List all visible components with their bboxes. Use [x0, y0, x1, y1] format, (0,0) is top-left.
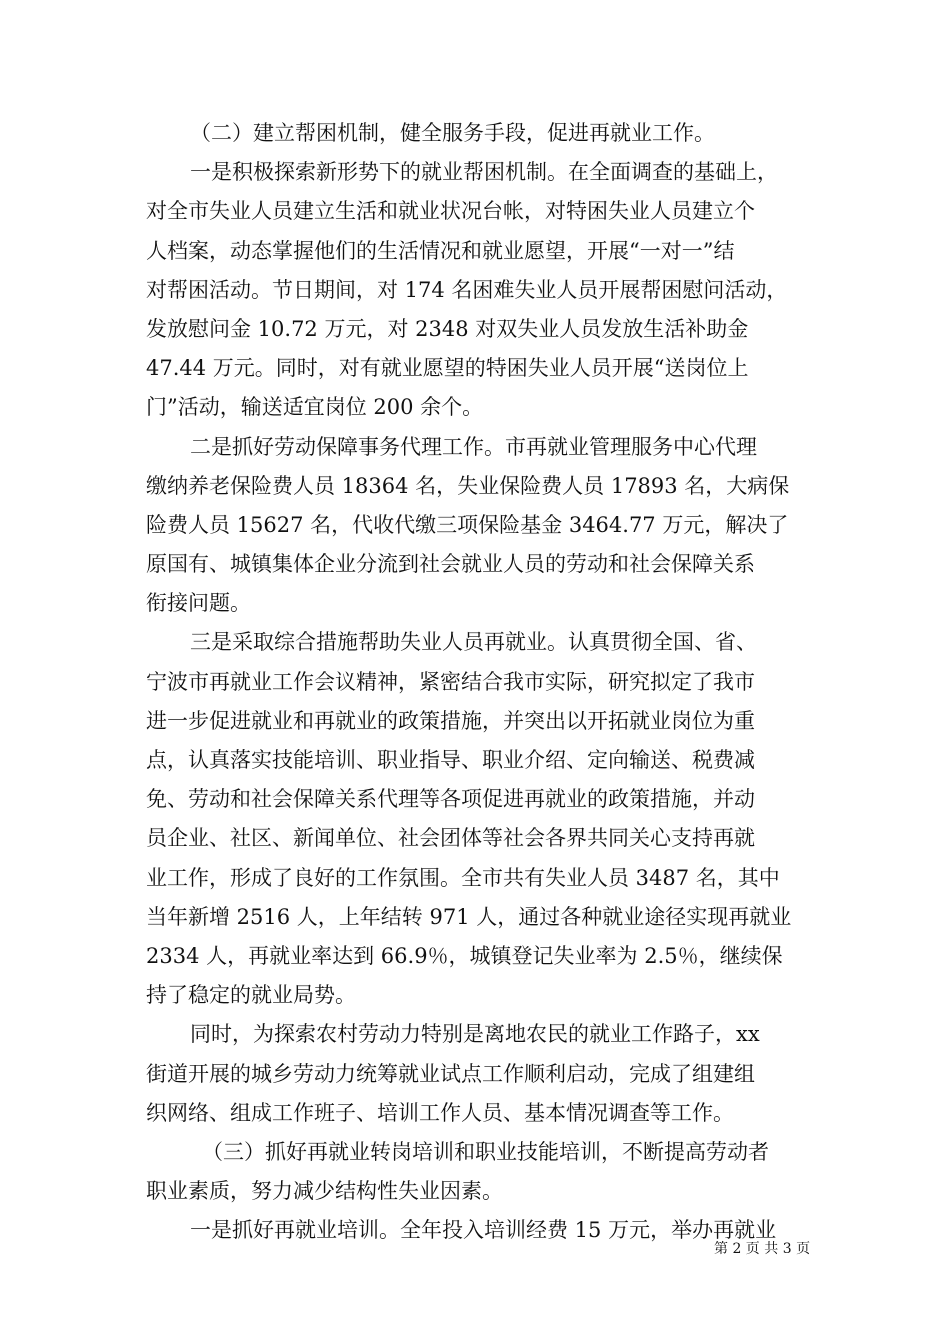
paragraph-line: 织网络、组成工作班子、培训工作人员、基本情况调查等工作。 [146, 1100, 734, 1125]
paragraph-line: 发放慰问金 10.72 万元，对 2348 对双失业人员发放生活补助金 [146, 316, 749, 341]
paragraph-line: 宁波市再就业工作会议精神，紧密结合我市实际，研究拟定了我市 [146, 669, 755, 694]
paragraph-line: 免、劳动和社会保障关系代理等各项促进再就业的政策措施，并动 [146, 787, 755, 812]
paragraph-line: 2334 人，再就业率达到 66.9％，城镇登记失业率为 2.5％，继续保 [146, 943, 783, 968]
paragraph-line: 点，认真落实技能培训、职业指导、职业介绍、定向输送、税费减 [146, 748, 755, 772]
page-number-footer: 第 2 页 共 3 页 [714, 1241, 811, 1257]
paragraph-line: 衔接问题。 [146, 591, 251, 616]
paragraph-line: 街道开展的城乡劳动力统筹就业试点工作顺利启动，完成了组建组 [146, 1061, 755, 1086]
paragraph-line: 进一步促进就业和再就业的政策措施，并突出以开拓就业岗位为重 [146, 708, 755, 733]
section-heading-2: （二）建立帮困机制，健全服务手段，促进再就业工作。 [190, 121, 715, 145]
paragraph-line: 原国有、城镇集体企业分流到社会就业人员的劳动和社会保障关系 [146, 552, 755, 577]
paragraph-line: 员企业、社区、新闻单位、社会团体等社会各界共同关心支持再就 [146, 826, 755, 851]
paragraph-line: 二是抓好劳动保障事务代理工作。市再就业管理服务中心代理 [190, 434, 757, 459]
paragraph-line: 当年新增 2516 人，上年结转 971 人，通过各种就业途径实现再就业 [146, 904, 792, 929]
paragraph-line: 一是积极探索新形势下的就业帮困机制。在全面调查的基础上， [190, 160, 778, 185]
paragraph-line: 职业素质，努力减少结构性失业因素。 [146, 1179, 503, 1204]
document-body [146, 114, 826, 1250]
paragraph-line: 一是抓好再就业培训。全年投入培训经费 15 万元，举办再就业 [190, 1218, 777, 1243]
paragraph-line: 三是采取综合措施帮助失业人员再就业。认真贯彻全国、省、 [190, 630, 757, 655]
paragraph-line: 缴纳养老保险费人员 18364 名，失业保险费人员 17893 名，大病保 [146, 473, 790, 498]
paragraph-line: 对帮困活动。节日期间，对 174 名困难失业人员开展帮困慰问活动， [146, 277, 788, 302]
paragraph-line: 业工作，形成了良好的工作氛围。全市共有失业人员 3487 名，其中 [146, 865, 780, 890]
paragraph-line: 险费人员 15627 名，代收代缴三项保险基金 3464.77 万元，解决了 [146, 512, 789, 537]
section-heading-3: （三）抓好再就业转岗培训和职业技能培训，不断提高劳动者 [202, 1139, 769, 1164]
paragraph-line: 同时，为探索农村劳动力特别是离地农民的就业工作路子，xx [190, 1022, 760, 1047]
paragraph-line: 对全市失业人员建立生活和就业状况台帐，对特困失业人员建立个 [146, 199, 755, 224]
paragraph-line: 门”活动，输送适宜岗位 200 余个。 [146, 395, 484, 420]
paragraph-line: 47.44 万元。同时，对有就业愿望的特困失业人员开展“送岗位上 [146, 356, 749, 381]
paragraph-line: 人档案，动态掌握他们的生活情况和就业愿望，开展“一对一”结 [146, 238, 735, 263]
paragraph-line: 持了稳定的就业局势。 [146, 983, 356, 1008]
